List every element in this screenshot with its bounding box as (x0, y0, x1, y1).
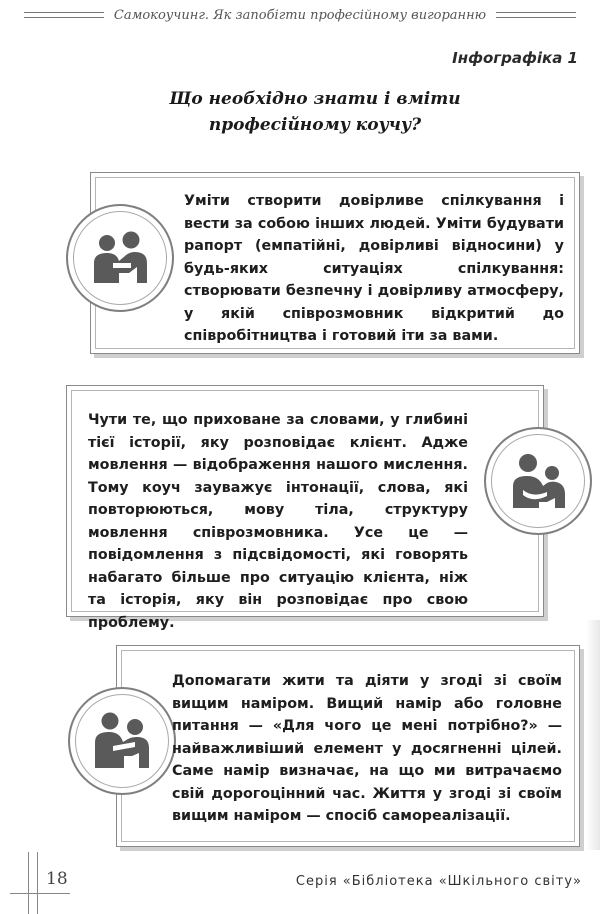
card-3-text: Допомагати жити та діяти у згоді зі своїм вищим наміром. Вищий намір або головне питання — «Для чого це мені потрібно?» — найважливіший елемент у досягненні цілей. Саме намір визначає, на що ми витрачаємо свій дорогоцінний час. Життя у згоді зі своїм вищим наміром — спосіб самореалізації. (172, 673, 562, 824)
card-1-text: Уміти створити довірливе спілкування і вести за собою інших людей. Уміти будувати рапорт (емпатійні, довірливі відносини) у будь-яких ситуаціях спілкування: створювати безпечну і довірливу атмосферу, у якій співрозмовник відкритий до співробітництва і готовий іти за вами. (184, 193, 564, 344)
two-people-embrace-icon (66, 204, 174, 312)
page-title-line-2: професійному коучу? (208, 115, 422, 135)
two-people-hug-icon (484, 427, 592, 535)
two-people-support-icon (68, 687, 176, 795)
page-number: 18 (46, 869, 68, 889)
series-label: Серія «Бібліотека «Шкільного світу» (295, 874, 582, 889)
running-header (0, 4, 600, 23)
page-title-line-1: Що необхідно знати і вміти (169, 89, 461, 109)
footer-rule-vertical-1 (28, 852, 29, 914)
page-title (150, 86, 480, 138)
footer-rule-vertical-2 (37, 852, 38, 914)
running-header-text: Самокоучинг. Як запобігти професійному вигоранню (104, 8, 496, 23)
page-edge-shadow (586, 620, 600, 850)
infographic-label: Інфографіка 1 (452, 49, 578, 67)
footer-rule-horizontal (10, 893, 70, 894)
card-2-text: Чути те, що приховане за словами, у глибині тієї історії, яку розповідає клієнт. Адже мовлення — відображення нашого мислення. Тому коуч зауважує інтонації, слова, які повторюються, мову тіла, структуру мовлення співрозмовника. Усе це — повідомлення з підсвідомості, які говорять набагато більше про ситуацію клієнта, ніж та історія, яку він розповідає про свою проблему. (88, 412, 468, 631)
